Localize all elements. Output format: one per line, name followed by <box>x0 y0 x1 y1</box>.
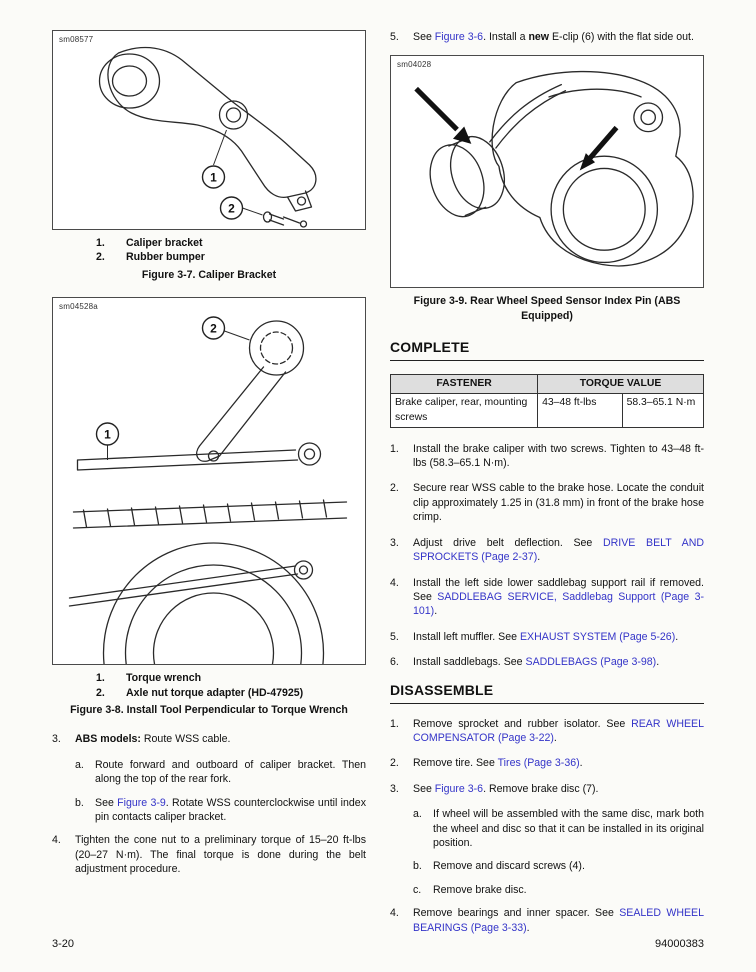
right-column <box>390 30 704 946</box>
cross-reference-link[interactable]: SEALED WHEEL BEARINGS (Page 3-33) <box>413 907 704 934</box>
procedure-step <box>390 536 704 565</box>
procedure-substep <box>413 859 704 873</box>
two-column-layout <box>52 30 704 946</box>
legend-item <box>96 236 366 250</box>
image-code: sm08577 <box>59 35 94 44</box>
step-text: Install the left side lower saddlebag support rail if removed. See SADDLEBAG SERVICE, Saddlebag Support (Page 3-101). <box>413 576 704 618</box>
step-number: 2. <box>390 482 399 495</box>
section-heading-disassemble: DISASSEMBLE <box>390 681 704 704</box>
fastener-cell: Brake caliper, rear, mounting screws <box>391 394 538 427</box>
substep-letter: c. <box>413 883 422 896</box>
procedure-step <box>390 655 704 669</box>
legend-label: Axle nut torque adapter (HD-47925) <box>126 686 304 699</box>
legend-item <box>96 250 366 264</box>
document-number: 94000383 <box>655 938 704 950</box>
step-number: 6. <box>390 656 399 669</box>
cross-reference-link[interactable]: Tires (Page 3-36) <box>497 757 580 770</box>
step-text: Tighten the cone nut to a preliminary torque of 15–20 ft-lbs (20–27 N·m). The final torque is done during the belt adjustment procedure. <box>75 834 366 876</box>
callout-1-marker <box>203 166 225 188</box>
procedure-step <box>390 576 704 619</box>
wheel-speed-sensor-drawing <box>391 56 703 287</box>
table-header-fastener: FASTENER <box>391 375 538 394</box>
procedure-step <box>390 782 704 796</box>
cross-reference-link[interactable]: DRIVE BELT AND SPROCKETS (Page 2-37) <box>413 536 705 564</box>
cross-reference-link[interactable]: SADDLEBAGS (Page 3-98) <box>525 656 657 669</box>
procedure-step <box>390 630 704 644</box>
svg-text:2: 2 <box>210 321 217 336</box>
figure-3-7-image <box>52 30 366 230</box>
page-footer <box>52 938 704 950</box>
procedure-step <box>390 717 704 746</box>
figure-3-9-caption: Figure 3-9. Rear Wheel Speed Sensor Index Pin (ABS Equipped) <box>413 295 681 322</box>
legend-number: 1. <box>96 672 105 685</box>
step-text: See Figure 3-6. Install a new E-clip (6) with the flat side out. <box>413 31 694 43</box>
substep-letter: b. <box>75 796 84 809</box>
step-text: Remove sprocket and rubber isolator. See REAR WHEEL COMPENSATOR (Page 3-22). <box>413 717 704 744</box>
torque-table <box>390 374 704 427</box>
legend-item <box>96 686 366 700</box>
figure-3-8-image <box>52 297 366 665</box>
procedure-step <box>52 833 366 876</box>
cross-reference-link[interactable]: EXHAUST SYSTEM (Page 5-26) <box>519 630 676 643</box>
legend-number: 2. <box>96 251 105 264</box>
step-text: Remove tire. See Tires (Page 3-36). <box>413 757 583 770</box>
procedure-step <box>390 756 704 770</box>
svg-text:1: 1 <box>210 170 217 185</box>
step-number: 1. <box>390 442 399 455</box>
caliper-bracket-drawing <box>53 31 365 229</box>
step-number: 3. <box>52 733 61 746</box>
svg-text:2: 2 <box>228 201 235 216</box>
substep-letter: b. <box>413 860 422 873</box>
callout-2-marker <box>221 197 243 219</box>
substep-letter: a. <box>413 808 422 821</box>
image-code: sm04528a <box>59 302 98 312</box>
step-text: Install saddlebags. See SADDLEBAGS (Page 3-98). <box>413 656 660 669</box>
substep-text: If wheel will be assembled with the same disc, mark both the wheel and disc so that it can be installed in its original position. <box>433 808 704 850</box>
torque-wrench-drawing <box>53 298 365 664</box>
figure-3-8-caption: Figure 3-8. Install Tool Perpendicular to Torque Wrench <box>70 704 348 717</box>
step-number: 1. <box>390 717 399 730</box>
procedure-substep <box>413 883 704 897</box>
step-number: 4. <box>390 907 399 920</box>
substep-text: Remove and discard screws (4). <box>433 860 585 873</box>
step-text: Secure rear WSS cable to the brake hose. Locate the conduit clip approximately 1.25 in (31.8 mm) in front of the brake hose crimp. <box>413 482 704 524</box>
procedure-step <box>390 906 704 935</box>
legend-number: 1. <box>96 237 105 249</box>
callout-1-marker <box>97 423 119 445</box>
step-text: See Figure 3-6. Remove brake disc (7). <box>413 782 599 795</box>
procedure-step <box>390 442 704 471</box>
procedure-step <box>52 732 366 746</box>
substep-text: Remove brake disc. <box>433 883 527 896</box>
step-text: Remove bearings and inner spacer. See SEALED WHEEL BEARINGS (Page 3-33). <box>413 907 704 934</box>
step-number: 5. <box>390 31 399 43</box>
cross-reference-link[interactable]: Figure 3-6 <box>434 31 484 43</box>
table-header-torque-value: TORQUE VALUE <box>538 375 704 394</box>
step-number: 3. <box>390 536 399 549</box>
procedure-substep <box>75 758 366 787</box>
figure-3-7-legend <box>96 236 366 265</box>
section-heading-complete: COMPLETE <box>390 338 704 361</box>
step-text: Install the brake caliper with two screws. Tighten to 43–48 ft-lbs (58.3–65.1 N·m). <box>413 442 704 470</box>
procedure-step <box>390 481 704 524</box>
substep-text: See Figure 3-9. Rotate WSS counterclockwise until index pin contacts caliper bracket. <box>95 796 366 824</box>
left-column <box>52 30 366 946</box>
legend-number: 2. <box>96 686 105 699</box>
legend-item <box>96 671 366 685</box>
step-text: ABS models: Route WSS cable. <box>75 733 231 746</box>
step-number: 4. <box>390 576 399 589</box>
legend-label: Caliper bracket <box>126 237 203 249</box>
cross-reference-link[interactable]: REAR WHEEL COMPENSATOR (Page 3-22) <box>413 717 704 744</box>
torque-ftlbs-cell: 43–48 ft-lbs <box>538 394 623 427</box>
procedure-substep <box>75 796 366 825</box>
substep-text: Route forward and outboard of caliper bracket. Then along the top of the rear fork. <box>95 758 366 786</box>
figure-3-8-legend <box>96 671 366 700</box>
svg-text:1: 1 <box>104 427 111 442</box>
cross-reference-link[interactable]: Figure 3-6 <box>434 782 484 795</box>
callout-2-marker <box>203 317 225 339</box>
cross-reference-link[interactable]: SADDLEBAG SERVICE, Saddlebag Support (Page 3-101) <box>413 590 704 618</box>
substep-letter: a. <box>75 758 84 771</box>
torque-nm-cell: 58.3–65.1 N·m <box>622 394 703 427</box>
step-number: 5. <box>390 630 399 643</box>
legend-label: Rubber bumper <box>126 251 205 264</box>
image-code: sm04028 <box>397 60 432 70</box>
figure-3-9-image <box>390 55 704 288</box>
pointer-arrows <box>453 127 595 171</box>
legend-label: Torque wrench <box>126 672 202 685</box>
step-text: Install left muffler. See EXHAUST SYSTEM (Page 5-26). <box>413 630 679 643</box>
cross-reference-link[interactable]: Figure 3-9 <box>117 796 166 809</box>
figure-3-7-caption: Figure 3-7. Caliper Bracket <box>141 268 277 281</box>
table-row <box>391 394 704 427</box>
step-number: 2. <box>390 757 399 770</box>
page-number: 3-20 <box>52 938 75 950</box>
step-number: 4. <box>52 834 61 847</box>
step-text: Adjust drive belt deflection. See DRIVE BELT AND SPROCKETS (Page 2-37). <box>413 536 705 564</box>
step-number: 3. <box>390 782 399 795</box>
procedure-step <box>390 30 704 44</box>
procedure-substep <box>413 807 704 850</box>
